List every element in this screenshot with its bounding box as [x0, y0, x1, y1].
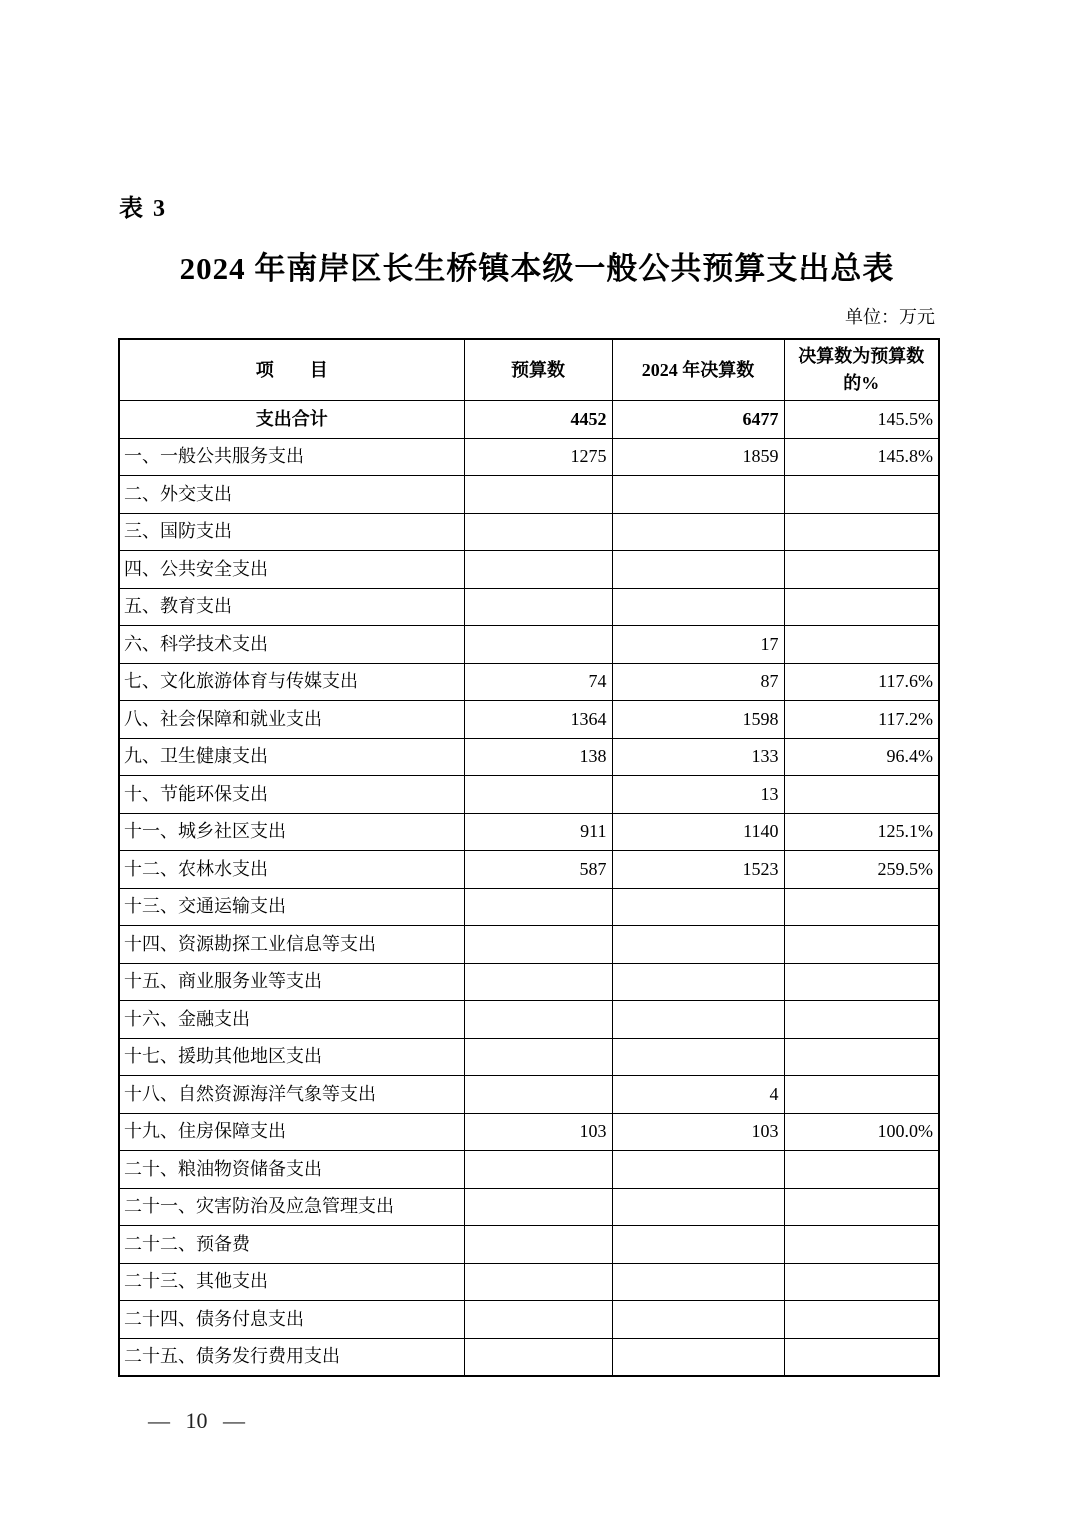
table-cell: 911	[464, 813, 612, 851]
table-row	[119, 926, 939, 964]
table-cell: 八、社会保障和就业支出	[119, 701, 464, 739]
table-cell: 133	[612, 738, 784, 776]
table-cell: 1140	[612, 813, 784, 851]
table-cell: 五、教育支出	[119, 588, 464, 626]
table-cell	[784, 1038, 939, 1076]
table-cell: 二十四、债务付息支出	[119, 1301, 464, 1339]
header-row	[119, 339, 939, 401]
table-row	[119, 588, 939, 626]
table-cell	[464, 476, 612, 514]
table-cell	[784, 1263, 939, 1301]
table-row	[119, 438, 939, 476]
unit-note: 单位：万元	[845, 307, 935, 327]
table-cell: 6477	[612, 401, 784, 439]
table-cell	[464, 1001, 612, 1039]
table-cell	[784, 1338, 939, 1376]
table-row	[119, 1113, 939, 1151]
table-row	[119, 551, 939, 589]
table-cell: 六、科学技术支出	[119, 626, 464, 664]
table-cell	[612, 551, 784, 589]
table-cell: 1523	[612, 851, 784, 889]
table-cell	[464, 1338, 612, 1376]
table-cell: 十七、援助其他地区支出	[119, 1038, 464, 1076]
table-cell: 二十五、债务发行费用支出	[119, 1338, 464, 1376]
table-cell	[464, 1076, 612, 1114]
table-cell: 13	[612, 776, 784, 814]
table-row	[119, 776, 939, 814]
table-row	[119, 813, 939, 851]
table-cell	[784, 926, 939, 964]
col-header-budget: 预算数	[464, 339, 612, 401]
table-body	[119, 401, 939, 1377]
table-row	[119, 851, 939, 889]
table-cell: 二、外交支出	[119, 476, 464, 514]
table-cell: 1859	[612, 438, 784, 476]
table-cell: 十四、资源勘探工业信息等支出	[119, 926, 464, 964]
table-cell	[784, 888, 939, 926]
table-row	[119, 888, 939, 926]
table-row	[119, 401, 939, 439]
table-cell: 587	[464, 851, 612, 889]
table-cell: 145.8%	[784, 438, 939, 476]
table-cell: 二十一、灾害防治及应急管理支出	[119, 1188, 464, 1226]
table-cell: 74	[464, 663, 612, 701]
col-header-item: 项 目	[119, 339, 464, 401]
page-title: 2024 年南岸区长生桥镇本级一般公共预算支出总表	[179, 251, 895, 286]
table-cell	[612, 1188, 784, 1226]
table-cell: 二十三、其他支出	[119, 1263, 464, 1301]
table-cell: 145.5%	[784, 401, 939, 439]
table-row	[119, 963, 939, 1001]
table-cell	[612, 1038, 784, 1076]
table-row	[119, 1188, 939, 1226]
table-cell: 七、文化旅游体育与传媒支出	[119, 663, 464, 701]
table-cell: 三、国防支出	[119, 513, 464, 551]
table-row	[119, 1263, 939, 1301]
table-cell	[612, 1301, 784, 1339]
table-cell: 4	[612, 1076, 784, 1114]
table-cell: 1598	[612, 701, 784, 739]
table-cell: 十九、住房保障支出	[119, 1113, 464, 1151]
table-cell: 十五、商业服务业等支出	[119, 963, 464, 1001]
table-cell: 十八、自然资源海洋气象等支出	[119, 1076, 464, 1114]
table-cell: 十六、金融支出	[119, 1001, 464, 1039]
col-header-pct: 决算数为预算数的%	[784, 339, 939, 401]
table-cell: 十三、交通运输支出	[119, 888, 464, 926]
table-cell: 138	[464, 738, 612, 776]
table-row	[119, 1301, 939, 1339]
table-cell	[464, 963, 612, 1001]
table-cell: 四、公共安全支出	[119, 551, 464, 589]
table-row	[119, 1338, 939, 1376]
table-cell: 1275	[464, 438, 612, 476]
table-row	[119, 1038, 939, 1076]
table-cell	[612, 926, 784, 964]
table-cell: 十、节能环保支出	[119, 776, 464, 814]
table-cell: 125.1%	[784, 813, 939, 851]
table-cell	[612, 1263, 784, 1301]
table-cell	[612, 1226, 784, 1264]
table-row	[119, 663, 939, 701]
table-label: 表 3	[119, 196, 167, 222]
table-cell	[612, 1151, 784, 1189]
table-cell: 支出合计	[119, 401, 464, 439]
table-cell: 一、一般公共服务支出	[119, 438, 464, 476]
table-cell: 259.5%	[784, 851, 939, 889]
table-cell	[464, 626, 612, 664]
table-cell	[784, 1151, 939, 1189]
table-row	[119, 1226, 939, 1264]
table-cell	[464, 1188, 612, 1226]
table-cell: 九、卫生健康支出	[119, 738, 464, 776]
table-cell	[464, 513, 612, 551]
table-cell	[464, 551, 612, 589]
table-cell: 96.4%	[784, 738, 939, 776]
table-cell	[612, 963, 784, 1001]
table-row	[119, 513, 939, 551]
table-cell: 103	[464, 1113, 612, 1151]
table-cell: 103	[612, 1113, 784, 1151]
table-cell	[784, 588, 939, 626]
table-cell	[464, 888, 612, 926]
table-cell: 1364	[464, 701, 612, 739]
table-cell: 4452	[464, 401, 612, 439]
budget-table	[118, 338, 940, 1377]
table-cell	[784, 1226, 939, 1264]
table-cell: 87	[612, 663, 784, 701]
table-cell	[784, 1076, 939, 1114]
table-cell	[464, 1226, 612, 1264]
table-row	[119, 1001, 939, 1039]
table-cell	[784, 476, 939, 514]
table-cell	[784, 1188, 939, 1226]
table-cell: 117.2%	[784, 701, 939, 739]
table-cell	[612, 588, 784, 626]
table-cell	[784, 1001, 939, 1039]
table-cell: 100.0%	[784, 1113, 939, 1151]
table-row	[119, 1151, 939, 1189]
table-cell: 十一、城乡社区支出	[119, 813, 464, 851]
table-row	[119, 1076, 939, 1114]
table-cell	[464, 1038, 612, 1076]
table-cell	[464, 588, 612, 626]
table-cell	[612, 888, 784, 926]
table-row	[119, 626, 939, 664]
table-cell: 17	[612, 626, 784, 664]
table-cell	[612, 1338, 784, 1376]
table-cell	[612, 513, 784, 551]
table-cell	[464, 776, 612, 814]
table-cell: 二十二、预备费	[119, 1226, 464, 1264]
col-header-actual: 2024 年决算数	[612, 339, 784, 401]
table-row	[119, 476, 939, 514]
table-cell	[784, 626, 939, 664]
table-cell	[464, 926, 612, 964]
table-cell: 二十、粮油物资储备支出	[119, 1151, 464, 1189]
table-cell	[784, 513, 939, 551]
table-cell	[464, 1151, 612, 1189]
table-cell	[464, 1301, 612, 1339]
table-cell	[464, 1263, 612, 1301]
table-row	[119, 738, 939, 776]
table-cell: 117.6%	[784, 663, 939, 701]
table-cell	[784, 963, 939, 1001]
table-cell	[784, 1301, 939, 1339]
table-cell	[612, 476, 784, 514]
page-number: — 10 —	[148, 1408, 245, 1433]
table-cell	[784, 551, 939, 589]
table-cell: 十二、农林水支出	[119, 851, 464, 889]
table-cell	[784, 776, 939, 814]
table-cell	[612, 1001, 784, 1039]
table-row	[119, 701, 939, 739]
